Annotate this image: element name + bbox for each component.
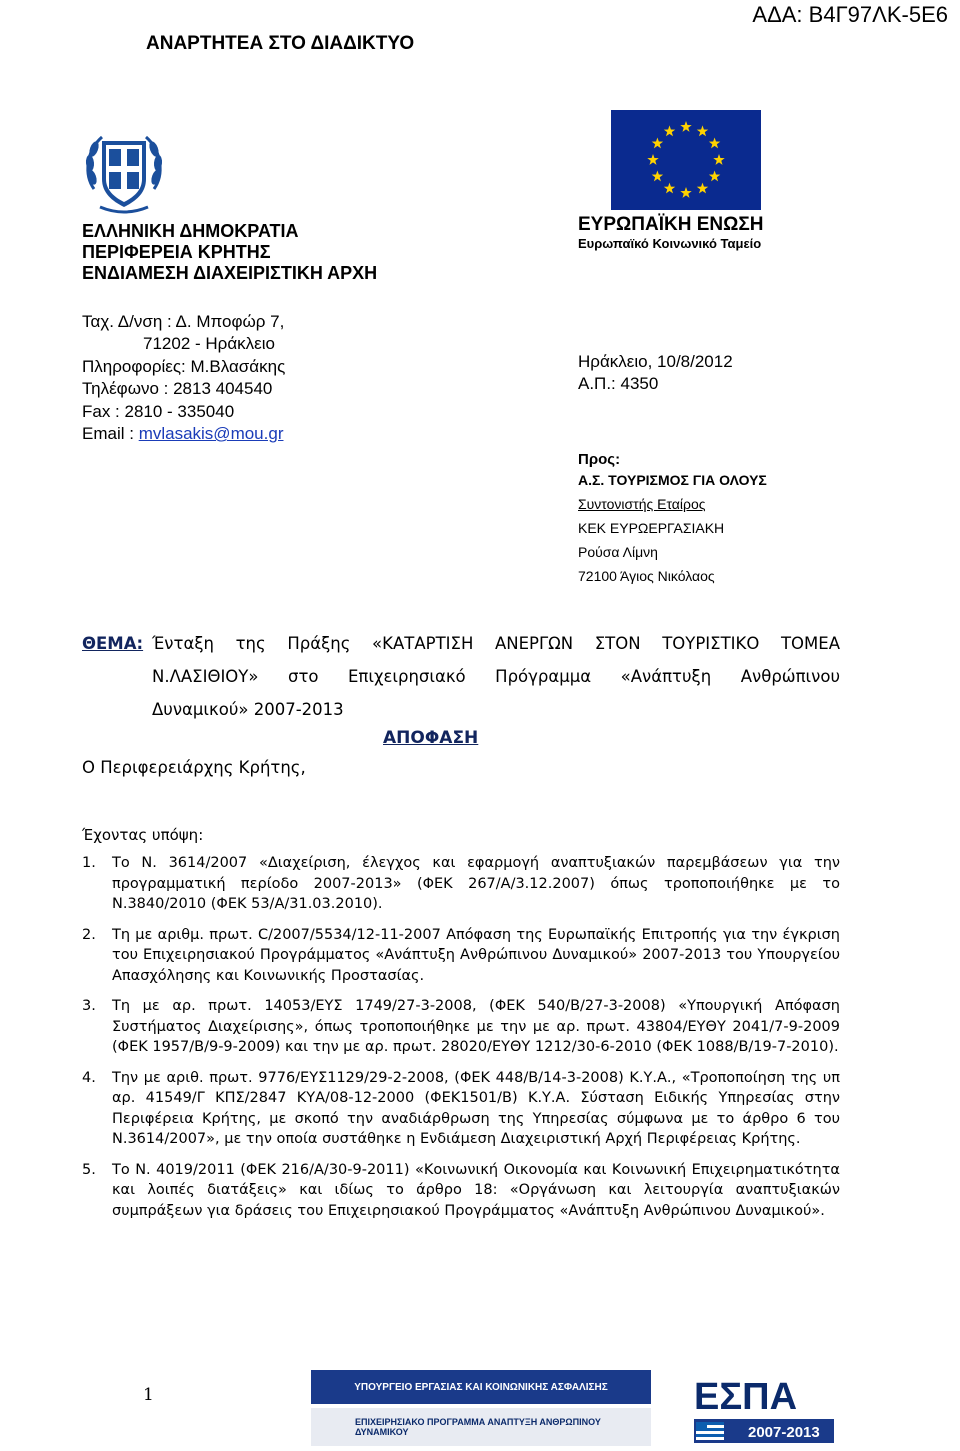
place-date: Ηράκλειο, 10/8/2012 (578, 352, 733, 371)
list-item (82, 1068, 840, 1150)
issuer-line-3: ΕΝΔΙΑΜΕΣΗ ΔΙΑΧΕΙΡΙΣΤΙΚΗ ΑΡΧΗ (82, 263, 378, 283)
decision-heading: ΑΠΟΦΑΣΗ (383, 728, 479, 748)
subject-line-1: Ένταξη της Πράξης «ΚΑΤΑΡΤΙΣΗ ΑΝΕΡΓΩΝ ΣΤΟΝ ΤΟΥΡΙΣΤΙΚΟ ΤΟΜΕΑ (152, 634, 840, 653)
eu-flag-icon (611, 110, 761, 210)
item-number: 1. (82, 855, 96, 871)
subject-row-1 (82, 627, 840, 660)
ministry-banner: ΥΠΟΥΡΓΕΙΟ ΕΡΓΑΣΙΑΣ ΚΑΙ ΚΟΙΝΩΝΙΚΗΣ ΑΣΦΑΛΙΣΗΣ (311, 1370, 651, 1404)
issuer-block (82, 221, 377, 284)
item-text: Τη με αρ. πρωτ. 14053/ΕΥΣ 1749/27-3-2008, (ΦΕΚ 540/Β/27-3-2008) «Υπουργική Απόφαση Συστήματος Διαχείρισης», όπως τροποποιήθηκε με την με αρ. πρωτ. 43804/ΕΥΘΥ 2041/7-9-2009 (ΦΕΚ 1957/Β/9-9-2009) και την με αρ. πρωτ. 28020/ΕΥΘΥ 1212/30-6-2010 (ΦΕΚ 1088/Β/19-7-2010). (112, 998, 840, 1055)
official-title: Ο Περιφερειάρχης Κρήτης, (82, 758, 306, 777)
item-number: 5. (82, 1161, 96, 1178)
subject-block (82, 627, 840, 726)
contact-info: Πληροφορίες: Μ.Βλασάκης (82, 356, 286, 376)
list-item (82, 853, 840, 915)
list-item (82, 996, 840, 1058)
considering-label: Έχοντας υπόψη: (82, 826, 204, 844)
email-link[interactable]: mvlasakis@mou.gr (138, 424, 284, 444)
espa-years-text: 2007-2013 (748, 1424, 820, 1441)
item-text: Το Ν. 3614/2007 «Διαχείριση, έλεγχος και εφαρμογή αναπτυξιακών παρεμβάσεων για την προγραμματική περίοδο 2007-2013» (ΦΕΚ 267/Α/3.12.2007) όπως τροποποιήθηκε με το Ν.3840/2010 (ΦΕΚ 53/Α/31.03.2010). (112, 855, 840, 912)
subject-line-2: Ν.ΛΑΣΙΘΙΟΥ» στο Επιχειρησιακό Πρόγραμμα «Ανάπτυξη Ανθρώπινου (152, 667, 840, 686)
list-item (82, 925, 840, 987)
espa-logo-icon (688, 1369, 838, 1449)
meta-block (578, 351, 733, 396)
contact-address: Ταχ. Δ/νση : Δ. Μποφώρ 7, (82, 312, 285, 331)
recipient-city: 72100 Άγιος Νικόλαος (578, 568, 715, 584)
contact-block (82, 311, 285, 445)
greek-emblem-icon (80, 127, 168, 215)
contact-fax: Fax : 2810 - 335040 (82, 401, 235, 421)
ada-code: ΑΔΑ: Β4Γ97ΛΚ-5Ε6 (752, 2, 948, 27)
contact-email-label: Email : (82, 424, 139, 444)
subject-label: ΘΕΜΑ: (82, 634, 144, 653)
protocol-number: Α.Π.: 4350 (578, 374, 659, 394)
recipient-org: Α.Σ. ΤΟΥΡΙΣΜΟΣ ΓΙΑ ΟΛΟΥΣ (578, 472, 767, 488)
programme-banner (311, 1408, 651, 1446)
recipient-street: Ρούσα Λίμνη (578, 544, 658, 560)
recipient-kek: ΚΕΚ ΕΥΡΩΕΡΓΑΣΙΑΚΗ (578, 520, 725, 536)
recipient-role: Συντονιστής Εταίρος (578, 496, 706, 512)
item-text: Το Ν. 4019/2011 (ΦΕΚ 216/Α/30-9-2011) «Κοινωνική Οικονομία και Κοινωνική Επιχειρηματικότητα και λοιπές διατάξεις» και ιδίως το άρθρο 18: «Οργάνωση και λειτουργία αναπτυξιακών συμπράξεων για δράσεις του Επιχειρησιακού Προγράμματος «Ανάπτυξη Ανθρώπινου Δυναμικού». (112, 1161, 840, 1219)
eu-subtitle: Ευρωπαϊκό Κοινωνικό Ταμείο (578, 236, 762, 251)
posting-notice: ΑΝΑΡΤΗΤΕΑ ΣΤΟ ΔΙΑΔΙΚΤΥΟ (146, 33, 415, 54)
subject-line-3: Δυναμικού» 2007-2013 (152, 700, 344, 719)
recipient-block (578, 451, 767, 584)
espa-text: ΕΣΠΑ (694, 1376, 798, 1418)
contact-email-row (82, 423, 285, 445)
contact-city: 71202 - Ηράκλειο (143, 334, 275, 354)
item-number: 2. (82, 926, 96, 943)
item-number: 3. (82, 998, 96, 1014)
contact-phone: Τηλέφωνο : 2813 404540 (82, 379, 273, 399)
issuer-line-2: ΠΕΡΙΦΕΡΕΙΑ ΚΡΗΤΗΣ (82, 242, 271, 262)
recipient-label: Προς: (578, 451, 621, 468)
item-text: Τη με αριθμ. πρωτ. C/2007/5534/12-11-2007 Απόφαση της Ευρωπαϊκής Επιτροπής για την έγκριση του Επιχειρησιακού Προγράμματος «Ανάπτυξη Ανθρώπινου Δυναμικού» 2007-2013 του Υπουργείου Απασχόλησης και Κοινωνικής Προστασίας. (112, 926, 840, 984)
item-text: Την με αριθ. πρωτ. 9776/ΕΥΣ1129/29-2-2008, (ΦΕΚ 448/Β/14-3-2008) Κ.Υ.Α., «Τροποποίηση της υπ αρ. 41549/Γ ΚΠΣ/2847 ΚΥΑ/08-12-2000 (ΦΕΚ1501/Β) Κ.Υ.Α. Σύσταση Ειδικής Υπηρεσίας στην Περιφέρεια Κρήτης, με σκοπό την αναδιάρθρωση της Υπηρεσίας σύμφωνα με το άρθρο 6 του Ν.3614/2007», με την οποία συστάθηκε η Ενδιάμεση Διαχειριστική Αρχή Περιφέρειας Κρήτης. (112, 1069, 840, 1147)
page-number: 1 (143, 1385, 154, 1405)
list-item (82, 1160, 840, 1222)
considerations-list (82, 853, 840, 1221)
eu-title: ΕΥΡΩΠΑΪΚΗ ΕΝΩΣΗ (578, 214, 764, 235)
programme-name: ΕΠΙΧΕΙΡΗΣΙΑΚΟ ΠΡΟΓΡΑΜΜΑ ΑΝΑΠΤΥΞΗ ΑΝΘΡΩΠΙΝΟΥ ΔΥΝΑΜΙΚΟΥ (355, 1417, 601, 1437)
item-number: 4. (82, 1069, 96, 1086)
issuer-line-1: ΕΛΛΗΝΙΚΗ ΔΗΜΟΚΡΑΤΙΑ (82, 221, 299, 241)
